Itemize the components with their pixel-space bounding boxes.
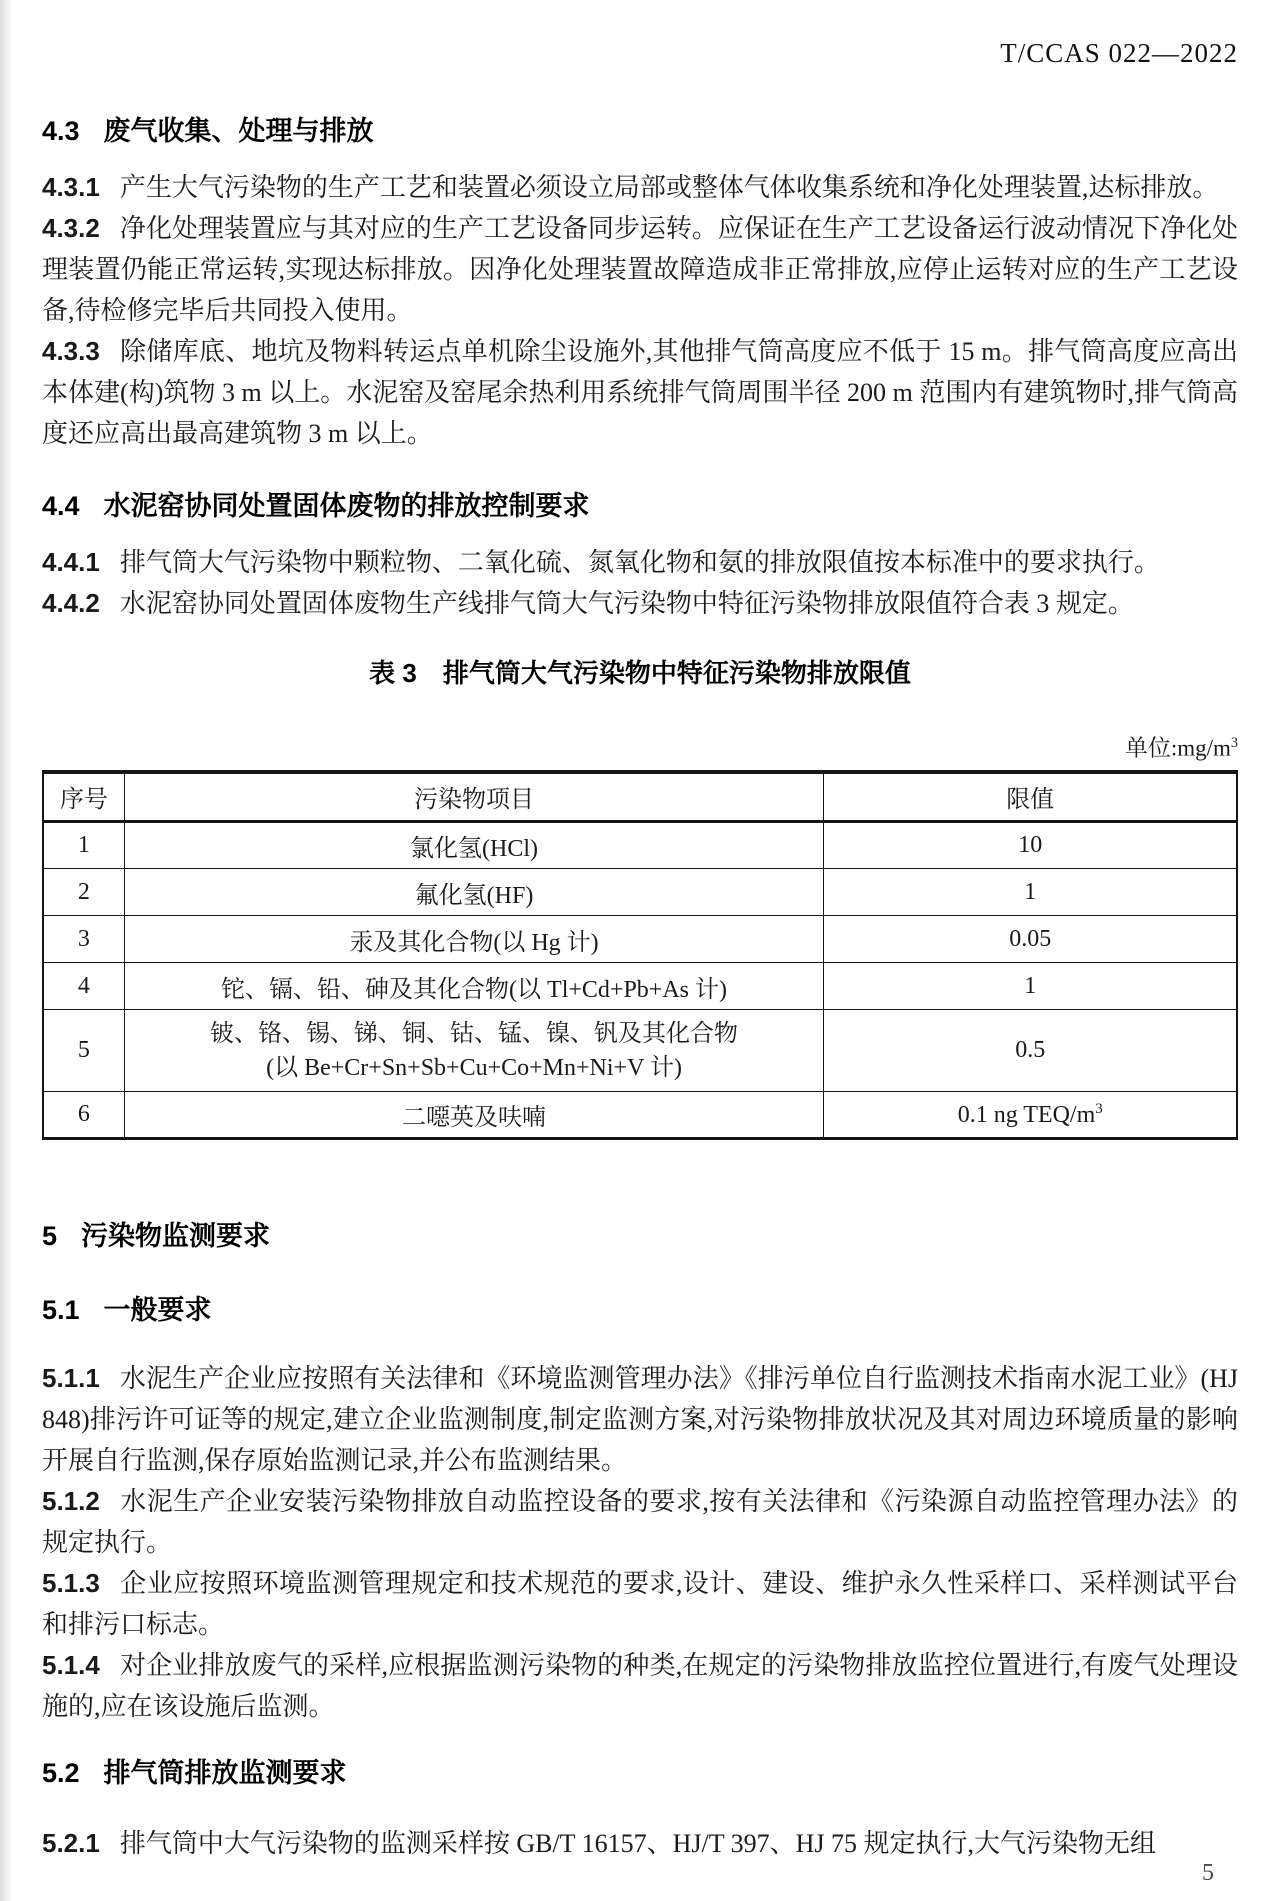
table-header — [43, 772, 1237, 822]
pollutant-line-2: (以 Be+Cr+Sn+Sb+Cu+Co+Mn+Ni+V 计) — [266, 1054, 682, 1081]
clause-number: 5.1.1 — [42, 1363, 100, 1394]
clause-5-2-1 — [42, 1823, 1238, 1864]
clause-5-1-4 — [42, 1645, 1238, 1727]
table-row — [43, 916, 1237, 963]
clause-number: 5.1.4 — [42, 1650, 100, 1681]
clause-text: 水泥生产企业应按照有关法律和《环境监测管理办法》《排污单位自行监测技术指南水泥工业》(HJ 848)排污许可证等的规定,建立企业监测制度,制定监测方案,对污染物排放状况及其对周边环境质量的影响开展自行监测,保存原始监测记录,并公布监测结果。 — [42, 1364, 1238, 1476]
section-number: 5 — [42, 1221, 58, 1252]
limit-cell: 0.1 ng TEQ/$m^3$ — [824, 1092, 1237, 1139]
clause-text: 水泥窑协同处置固体废物生产线排气筒大气污染物中特征污染物排放限值符合表 3 规定。 — [119, 589, 1134, 618]
section-title: 一般要求 — [103, 1295, 212, 1326]
row-no-cell: 3 — [43, 916, 124, 963]
section-number: 5.2 — [42, 1758, 80, 1789]
limit-cell: 0.05 — [824, 916, 1237, 963]
pollutant-cell: 汞及其化合物(以 Hg 计) — [124, 916, 824, 963]
table-header-row — [43, 772, 1237, 822]
document-body — [0, 115, 1280, 1864]
clause-number: 4.4.1 — [42, 547, 100, 577]
clause-4-3-2 — [42, 208, 1238, 331]
pollutant-cell: 氯化氢(HCl) — [124, 822, 824, 869]
pollutant-cell: 铊、镉、铅、砷及其化合物(以 Tl+Cd+Pb+As 计) — [124, 963, 824, 1010]
table-row — [43, 869, 1237, 916]
limit-superscript: 3 — [1095, 1100, 1103, 1117]
row-no-cell: 1 — [43, 822, 124, 869]
limit-cell: 1 — [824, 869, 1237, 916]
table-row — [43, 963, 1237, 1010]
row-no-cell: 2 — [43, 869, 124, 916]
table-3-caption: 表 3 排气筒大气污染物中特征污染物排放限值 — [369, 658, 911, 688]
limit-cell: 0.5 — [824, 1010, 1237, 1092]
col-header-pollutant: 污染物项目 — [124, 772, 824, 822]
section-heading-4-3 — [42, 115, 1238, 147]
clause-text: 企业应按照环境监测管理规定和技术规范的要求,设计、建设、维护永久性采样口、采样测试平台和排污口标志。 — [42, 1569, 1238, 1640]
clause-number: 4.4.2 — [42, 588, 100, 618]
clause-number: 4.3.2 — [42, 213, 100, 243]
clause-number: 4.3.1 — [42, 172, 100, 202]
clause-number: 4.3.3 — [42, 336, 100, 366]
section-number: 4.3 — [42, 116, 80, 146]
section-number: 5.1 — [42, 1295, 80, 1326]
section-heading-5-1 — [42, 1294, 1238, 1326]
section-title: 废气收集、处理与排放 — [103, 116, 374, 146]
row-no-cell: 5 — [43, 1010, 124, 1092]
clause-text: 水泥生产企业安装污染物排放自动监控设备的要求,按有关法律和《污染源自动监控管理办法》的规定执行。 — [42, 1487, 1238, 1558]
pollutant-line-1: 铍、铬、锡、锑、铜、钴、锰、镍、钒及其化合物 — [210, 1020, 739, 1047]
clause-number: 5.1.3 — [42, 1568, 100, 1599]
row-no-cell: 4 — [43, 963, 124, 1010]
page-number: 5 — [1202, 1860, 1214, 1886]
section-heading-4-4 — [42, 490, 1238, 522]
unit-superscript: 3 — [1230, 735, 1238, 751]
standard-code: T/CCAS 022—2022 — [1000, 38, 1238, 68]
col-header-limit: 限值 — [824, 772, 1237, 822]
limit-cell: 1 — [824, 963, 1237, 1010]
section-title: 水泥窑协同处置固体废物的排放控制要求 — [103, 491, 590, 521]
clause-text: 排气筒中大气污染物的监测采样按 GB/T 16157、HJ/T 397、HJ 75 规定执行,大气污染物无组 — [119, 1829, 1157, 1859]
pollutant-cell: 氟化氢(HF) — [124, 869, 824, 916]
clause-4-3-3 — [42, 331, 1238, 454]
row-no-cell: 6 — [43, 1092, 124, 1139]
clause-5-1-3 — [42, 1563, 1238, 1645]
table-3-emission-limits — [42, 770, 1238, 1141]
section-heading-5 — [42, 1220, 1238, 1252]
clause-number: 5.1.2 — [42, 1486, 100, 1517]
pollutant-cell: 二噁英及呋喃 — [124, 1092, 824, 1139]
section-title: 排气筒排放监测要求 — [103, 1758, 347, 1789]
table-unit-label: 单位$:mg/m^3$ — [1124, 735, 1238, 761]
section-title: 污染物监测要求 — [81, 1221, 271, 1252]
page-header — [0, 0, 1280, 69]
clause-4-4-1 — [42, 542, 1238, 583]
clause-text: 排气筒大气污染物中颗粒物、二氧化硫、氮氧化物和氨的排放限值按本标准中的要求执行。 — [119, 548, 1160, 577]
section-heading-5-2 — [42, 1757, 1238, 1789]
table-body — [43, 822, 1237, 1139]
clause-4-4-2 — [42, 583, 1238, 624]
col-header-no: 序号 — [43, 772, 124, 822]
table-row — [43, 822, 1237, 869]
clause-5-1-2 — [42, 1481, 1238, 1563]
table-row — [43, 1010, 1237, 1092]
limit-cell: 10 — [824, 822, 1237, 869]
clause-text: 产生大气污染物的生产工艺和装置必须设立局部或整体气体收集系统和净化处理装置,达标排放。 — [119, 173, 1219, 202]
clause-5-1-1 — [42, 1358, 1238, 1481]
clause-4-3-1 — [42, 167, 1238, 208]
pollutant-cell — [124, 1010, 824, 1092]
clause-text: 对企业排放废气的采样,应根据监测污染物的种类,在规定的污染物排放监控位置进行,有废气处理设施的,应在该设施后监测。 — [42, 1651, 1238, 1722]
clause-text: 净化处理装置应与其对应的生产工艺设备同步运转。应保证在生产工艺设备运行波动情况下净化处理装置仍能正常运转,实现达标排放。因净化处理装置故障造成非正常排放,应停止运转对应的生产工艺设备,待检修完毕后共同投入使用。 — [42, 214, 1238, 325]
table-row — [43, 1092, 1237, 1139]
clause-text: 除储库底、地坑及物料转运点单机除尘设施外,其他排气筒高度应不低于 15 m。排气筒高度应高出本体建(构)筑物 3 m 以上。水泥窑及窑尾余热利用系统排气筒周围半径 200 m 范围内有建筑物时,排气筒高度还应高出最高建筑物 3 m 以上。 — [42, 337, 1238, 448]
clause-number: 5.2.1 — [42, 1828, 100, 1859]
section-number: 4.4 — [42, 491, 80, 521]
